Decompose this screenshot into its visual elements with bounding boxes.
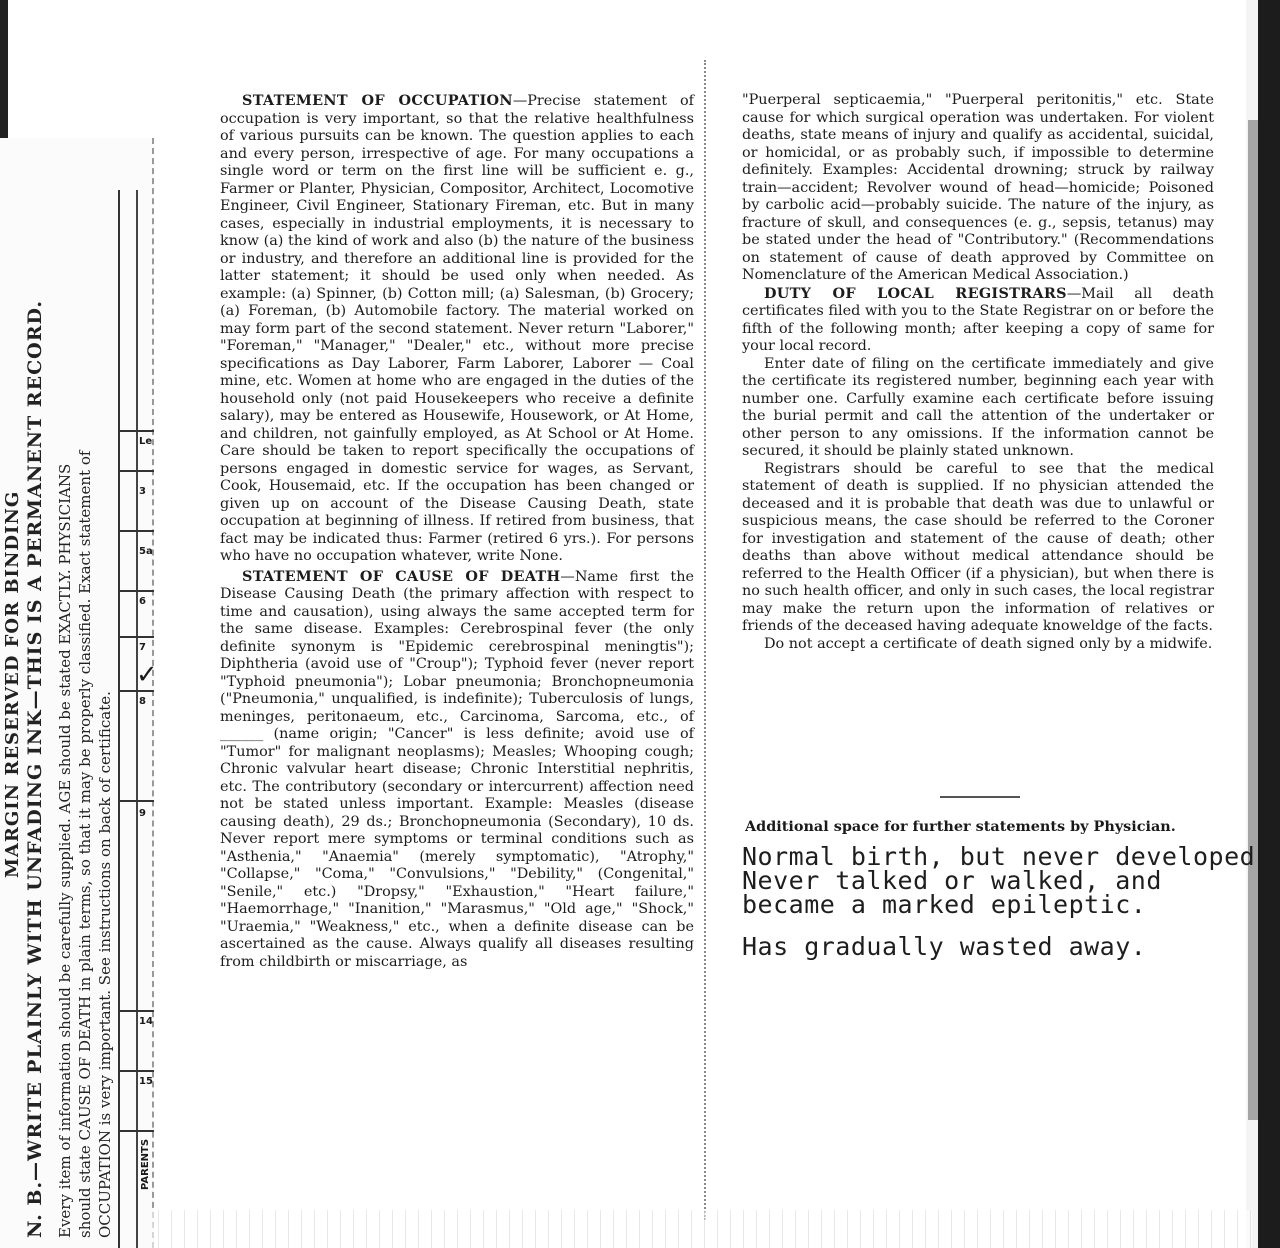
form-field-number: 8 <box>139 696 146 707</box>
additional-space-label: Additional space for further statements by Physician. <box>745 818 1176 835</box>
cause-paragraph <box>220 568 694 972</box>
scan-edge-dark <box>1258 0 1280 1248</box>
column-divider <box>704 60 707 1220</box>
section-divider <box>940 796 1020 798</box>
form-fragment-line <box>120 530 154 532</box>
physician-statement-line-4: Has gradually wasted away. <box>742 932 1147 961</box>
form-field-number: 6 <box>139 596 146 607</box>
registrars-heading: DUTY OF LOCAL REGISTRARS <box>764 284 1067 302</box>
form-field-number: 15 <box>139 1076 153 1087</box>
form-fragment-line <box>120 636 154 638</box>
cause-heading: STATEMENT OF CAUSE OF DEATH <box>242 567 561 585</box>
binding-margin-label: MARGIN RESERVED FOR BINDING <box>2 490 23 878</box>
permanent-record-notice: N. B.—WRITE PLAINLY WITH UNFADING INK—THIS IS A PERMANENT RECORD. <box>24 300 46 1238</box>
right-column <box>742 92 1214 653</box>
form-fragment-line <box>120 1070 154 1072</box>
check-mark: ✓ <box>136 660 158 690</box>
instruction-line-1: Every item of information should be carefully supplied. AGE should be stated EXACTLY. PHYSICIANS <box>56 463 74 1238</box>
form-fragment-line <box>120 1010 154 1012</box>
cause-continued-paragraph: "Puerperal septicaemia," "Puerperal peritonitis," etc. State cause for which surgical operation was undertaken. For violent deaths, state means of injury and qualify as accidental, suicidal, or homicidal, or as probably such, if impossible to determine definitely. Examples: Accidental drowning; struck by railway train—accident; Revolver wound of head—homicide; Poisoned by carbolic acid—probably suicide. The nature of the injury, as fracture of skull, and consequences (e. g., sepsis, tetanus) may be stated under the head of "Contributory." (Recommendations on statement of cause of death approved by Committee on Nomenclature of the American Medical Association.) <box>742 92 1214 283</box>
occupation-paragraph <box>220 92 694 566</box>
scan-noise-bottom <box>152 1210 1252 1248</box>
physician-statement-line-3: became a marked epileptic. <box>742 890 1147 919</box>
registrars-paragraph <box>742 285 1214 356</box>
form-fragment-line <box>120 800 154 802</box>
registrars-paragraph-3: Registrars should be careful to see that the medical statement of death is supplied. If no physician attended the deceased and it is probable that death was due to unlawful or suspicious means, the case should be referred to the Coroner for investigation and statement of the cause of death; other deaths than above without medical attendance should be referred to the Health Officer (if a physician), but when there is no such health officer, and only in such cases, the local registrar may make the return upon the information of relatives or friends of the deceased having adequate knoweldge of the facts. <box>742 460 1214 634</box>
form-field-number: 5a <box>139 546 153 557</box>
form-field-number: 9 <box>139 808 146 819</box>
form-field-number: 7 <box>139 642 146 653</box>
registrars-paragraph-2: Enter date of filing on the certificate immediately and give the certificate its registered number, beginning each year with number one. Carfully examine each certificate before issuing the burial permit and call the attention of the undertaker or other person to any omissions. If the information cannot be secured, it should be plainly stated unknown. <box>742 355 1214 459</box>
scan-edge-right <box>1246 0 1280 1248</box>
form-fragment-line <box>120 690 154 692</box>
instruction-line-3: OCCUPATION is very important. See instructions on back of certificate. <box>96 691 114 1238</box>
occupation-text: —Precise statement of occupation is very important, so that the relative healthfulness of various pursuits can be known. The question applies to each and every person, irrespective of age. For many occupations a single word or term on the first line will be sufficient e. g., Farmer or Planter, Physician, Compositor, Architect, Locomotive Engineer, Civil Engineer, Stationary Fireman, etc. But in many cases, especially in industrial employments, it is necessary to know (a) the kind of work and also (b) the nature of the business or industry, and therefore an additional line is provided for the latter statement; it should be used only when needed. As example: (a) Spinner, (b) Cotton mill; (a) Salesman, (b) Grocery; (a) Foreman, (b) Automobile factory. The material worked on may form part of the second statement. Never return "Laborer," "Foreman," "Manager," "Dealer," etc., without more precise specifications as Day Laborer, Farm Laborer, Laborer — Coal mine, etc. Women at home who are engaged in the duties of the household only (not paid Housekeepers who receive a definite salary), may be entered as Housewife, Housework, or At Home, and children, not gainfully employed, as At School or At Home. Care should be taken to report specifically the occupations of persons engaged in domestic service for wages, as Servant, Cook, Housemaid, etc. If the occupation has been changed or given up on account of the Disease Causing Death, state occupation at beginning of illness. If retired from business, that fact may be indicated thus: Farmer (retired 6 yrs.). For persons who have no occupation whatever, write None. <box>220 93 695 564</box>
registrars-paragraph-4: Do not accept a certificate of death signed only by a midwife. <box>764 635 1213 652</box>
form-field-number: 14 <box>139 1016 153 1027</box>
physician-statement-line-2: Never talked or walked, and <box>742 866 1162 895</box>
physician-statement-line-1: Normal birth, but never developed <box>742 842 1256 871</box>
cause-text: —Name first the Disease Causing Death (the primary affection with respect to time and causation), using always the same accepted term for the same disease. Examples: Cerebrospinal fever (the only definite synonym is "Epidemic cerebrospinal meningtis"); Diphtheria (avoid use of "Croup"); Typhoid fever (never report "Typhoid pneumonia"); Lobar pneumonia; Bronchopneumonia ("Pneumonia," unqualified, is indefinite); Tuberculosis of lungs, meninges, peritonaeum, etc., Carcinoma, Sarcoma, etc., of ______ (name origin; "Cancer" is less definite; avoid use of "Tumor" for malignant neoplasms); Measles; Whooping cough; Chronic valvular heart disease; Chronic Interstitial nephritis, etc. The contributory (secondary or intercurrent) affection need not be stated unless important. Example: Measles (disease causing death), 29 ds.; Bronchopneumonia (Secondary), 10 ds. Never report mere symptoms or terminal conditions such as "Asthenia," "Anaemia" (merely symptomatic), "Atrophy," "Collapse," "Coma," "Convulsions," "Debility," (Congenital," "Senile," etc.) "Dropsy," "Exhaustion," "Heart failure," "Haemorrhage," "Inanition," "Marasmus," "Old age," "Shock," "Uraemia," "Weakness," etc., when a definite disease can be ascertained as the cause. Always qualify all diseases resulting from childbirth or miscarriage, as <box>220 568 694 970</box>
form-fragment-column <box>118 190 158 1248</box>
form-fragment-line <box>120 470 154 472</box>
form-field-number: 3 <box>139 486 146 497</box>
registrars-text: —Mail all death certificates filed with you to the State Registrar on or before the fifth of the following month; after keeping a copy of same for your local record. <box>742 285 1214 354</box>
occupation-heading: STATEMENT OF OCCUPATION <box>242 92 513 109</box>
form-field-number: Le <box>139 436 153 447</box>
form-fragment-line <box>120 430 154 432</box>
scan-edge-shadow <box>1248 120 1258 1120</box>
form-fragment-rule <box>136 190 138 1248</box>
form-fragment-line <box>120 1130 154 1132</box>
instruction-line-2: should state CAUSE OF DEATH in plain terms, so that it may be properly classified. Exact statement of <box>76 450 94 1238</box>
left-column <box>220 92 694 971</box>
parents-label: PARENTS <box>140 1138 151 1190</box>
form-fragment-line <box>120 590 154 592</box>
